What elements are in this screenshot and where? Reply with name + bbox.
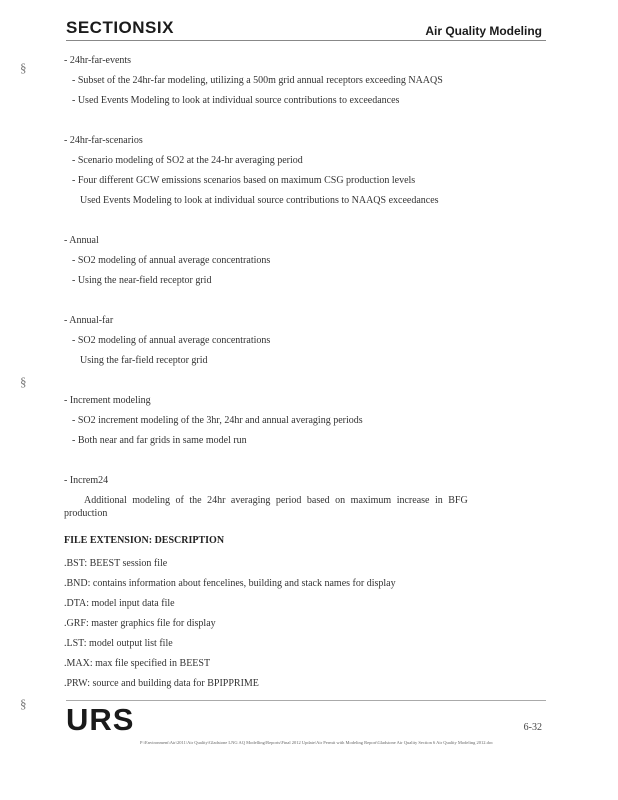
file-extension-item: .LST: model output list file [64,638,173,649]
file-extension-item: .MAX: max file specified in BEEST [64,658,211,669]
margin-mark-icon: § [20,696,27,711]
page-number: 6-32 [523,722,542,733]
paragraph-line: Additional modeling of the 24hr averaging period based on maximum increase in BFG [84,495,468,506]
block-heading: - Increment modeling [64,395,151,406]
list-item: Using the far-field receptor grid [80,355,208,366]
margin-mark-icon: § [20,60,27,75]
list-item: - Scenario modeling of SO2 at the 24-hr averaging period [72,155,303,166]
footer-file-path: P:\Environment\Air\2011\Air Quality\Gladstone LNG AQ Modelling\Reports\Final 2012 Update\Air Permit with Modeling Report\Gladstone Air Quality Section 6 Air Quality Modeling 2012.doc [140,740,494,745]
block-heading: - Annual-far [64,315,114,326]
list-item: - Four different GCW emissions scenarios based on maximum CSG production levels [72,175,416,186]
list-item: - SO2 increment modeling of the 3hr, 24hr and annual averaging periods [72,415,363,426]
file-extension-item: .BST: BEEST session file [64,558,168,569]
file-extension-item: .BND: contains information about fencelines, building and stack names for display [64,578,396,589]
file-extension-item: .PRW: source and building data for BPIPPRIME [64,678,259,689]
list-item: - Used Events Modeling to look at individual source contributions to exceedances [72,95,400,106]
block-heading: - Annual [64,235,99,246]
list-item: - SO2 modeling of annual average concentrations [72,335,271,346]
list-item: - SO2 modeling of annual average concentrations [72,255,271,266]
company-logo: URS [66,702,135,737]
header-title: Air Quality Modeling [425,24,542,38]
file-extension-item: .DTA: model input data file [64,598,175,609]
block-heading: - Increm24 [64,475,109,486]
section-label: SECTIONSIX [66,18,174,37]
list-item: - Subset of the 24hr-far modeling, utilizing a 500m grid annual receptors exceeding NAAQS [72,75,443,86]
block-heading: - 24hr-far-events [64,55,132,66]
footer-rule [66,700,546,701]
list-item: Used Events Modeling to look at individual source contributions to NAAQS exceedances [80,195,439,206]
block-heading: - 24hr-far-scenarios [64,135,143,146]
list-item: - Both near and far grids in same model run [72,435,247,446]
list-item: - Using the near-field receptor grid [72,275,212,286]
paragraph-line: production [64,508,108,519]
file-extension-item: .GRF: master graphics file for display [64,618,216,629]
margin-mark-icon: § [20,374,27,389]
file-extension-heading: FILE EXTENSION: DESCRIPTION [64,535,225,546]
header-rule [66,40,546,41]
